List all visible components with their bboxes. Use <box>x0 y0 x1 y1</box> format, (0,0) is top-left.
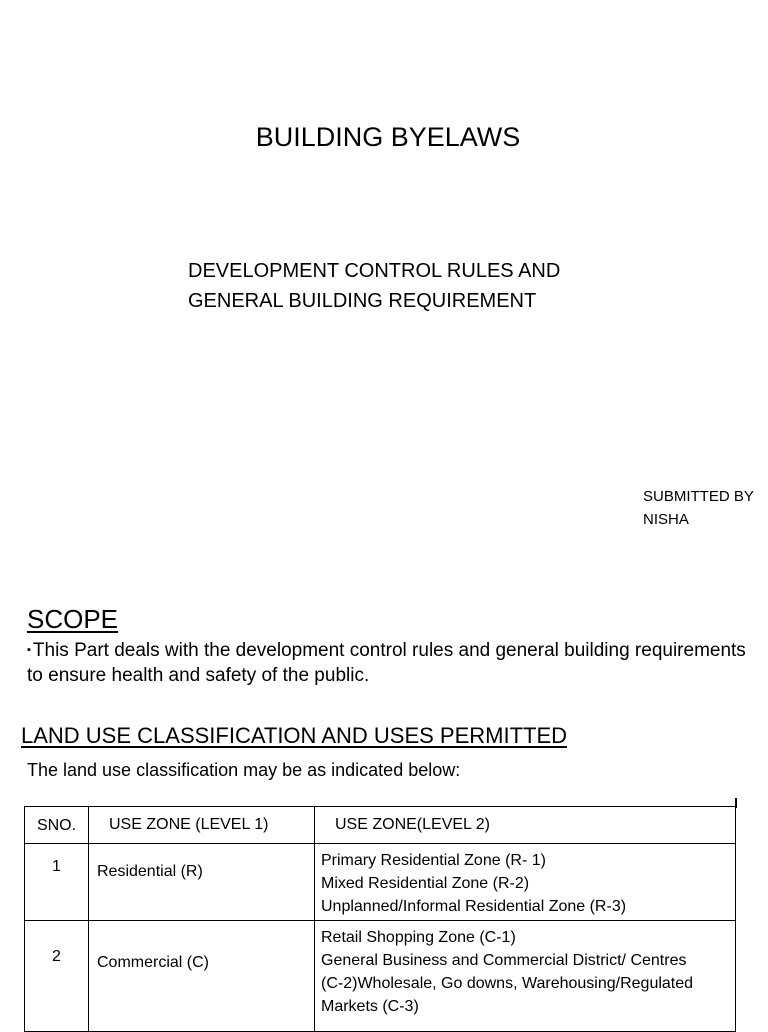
table-row <box>25 921 736 1032</box>
cell-level2: Primary Residential Zone (R- 1) Mixed Residential Zone (R-2) Unplanned/Informal Residential Zone (R-3) <box>315 844 736 921</box>
header-cell-level1: USE ZONE (LEVEL 1) <box>89 807 315 844</box>
land-use-heading: LAND USE CLASSIFICATION AND USES PERMITTED <box>21 723 568 748</box>
header-cell-level2: USE ZONE(LEVEL 2) <box>315 807 736 844</box>
table-header-row <box>25 807 736 844</box>
submitted-label: SUBMITTED BY <box>643 488 754 505</box>
cell-level1: Residential (R) <box>89 844 315 921</box>
subtitle-line: DEVELOPMENT CONTROL RULES AND <box>188 260 561 282</box>
subtitle-line: GENERAL BUILDING REQUIREMENT <box>188 290 537 312</box>
cell-level1: Commercial (C) <box>89 921 315 1032</box>
scope-paragraph <box>27 638 757 688</box>
cell-sno: 1 <box>25 844 89 921</box>
document-title: BUILDING BYELAWS <box>255 122 521 152</box>
scope-heading: SCOPE <box>27 604 119 634</box>
cell-level2: Retail Shopping Zone (C-1) General Business and Commercial District/ Centres (C-2)Wholesale, Go downs, Warehousing/Regulated Markets (C-3) <box>315 921 736 1032</box>
cell-sno: 2 <box>25 921 89 1032</box>
scope-text: This Part deals with the development control rules and general building requirements to ensure health and safety of the public. <box>27 640 746 686</box>
submitted-name: NISHA <box>643 511 689 528</box>
land-use-intro: The land use classification may be as indicated below: <box>27 760 461 780</box>
document-subtitle <box>188 256 560 316</box>
submitted-by <box>643 485 754 531</box>
header-cell-sno: SNO. <box>25 807 89 844</box>
bullet-icon: ▪ <box>27 644 31 656</box>
table-row <box>25 844 736 921</box>
land-use-table <box>24 806 736 1032</box>
